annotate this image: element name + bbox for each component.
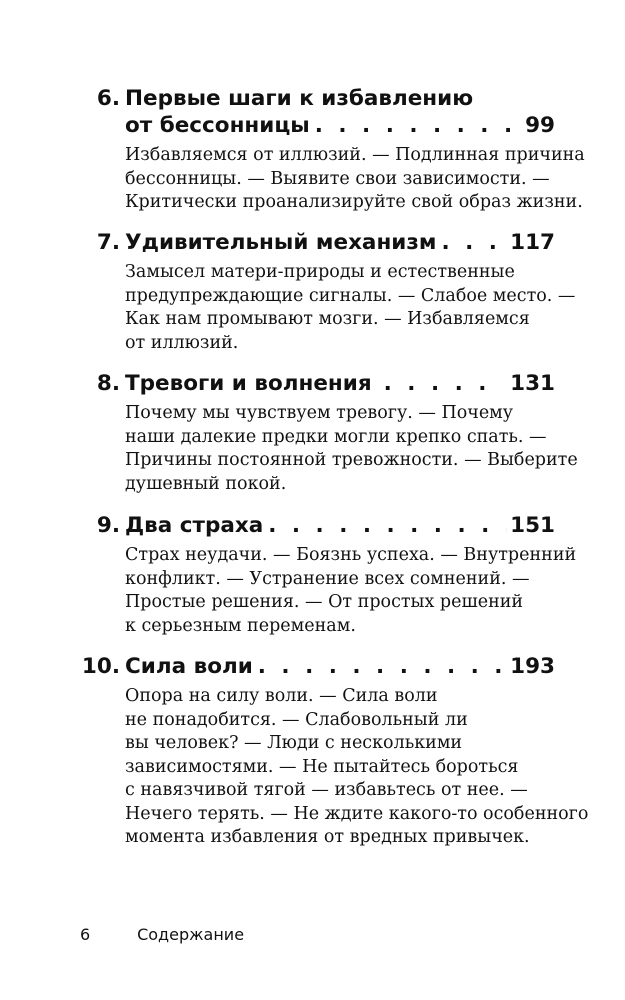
toc-entry-7 [80, 229, 576, 355]
summary-line: конфликт. — Устранение всех сомнений. — [125, 568, 530, 589]
dot-leader [268, 512, 507, 539]
summary-line: Страх неудачи. — Боязнь успеха. — Внутренний [125, 545, 577, 565]
toc-entry-9 [80, 512, 577, 638]
chapter-summary [125, 685, 589, 850]
summary-line: вы человек? — Люди с несколькими [125, 733, 463, 753]
chapter-summary [125, 144, 585, 215]
chapter-title: Два страха [125, 513, 264, 538]
page-reference: 117 [510, 230, 555, 255]
chapter-summary [125, 544, 577, 638]
toc-entry-8 [80, 370, 578, 496]
page-reference: 131 [510, 371, 555, 396]
toc-entry-heading [80, 229, 555, 256]
summary-line: Как нам промывают мозги. — Избавляемся [125, 309, 530, 329]
summary-line: Причины постоянной тревожности. — Выберите [125, 450, 578, 470]
summary-line: Критически проанализируйте свой образ жизни. [125, 192, 583, 212]
chapter-title: Удивительный механизм [125, 230, 437, 255]
chapter-title: Сила воли [125, 654, 253, 679]
page-number: 6 [80, 925, 91, 944]
chapter-number: 7. [96, 230, 120, 255]
summary-line: бессонницы. — Выявите свои зависимости. — [125, 168, 550, 189]
summary-line: не понадобится. — Слабовольный ли [125, 709, 468, 730]
summary-line: с навязчивой тягой — избавьтесь от нее. — [125, 780, 528, 800]
summary-line: предупреждающие сигналы. — Слабое место. — [125, 285, 576, 306]
toc-entry-heading [80, 512, 555, 539]
chapter-title-line-2: от бессонницы [125, 113, 310, 138]
summary-line: Избавляемся от иллюзий. — Подлинная причина [125, 145, 585, 165]
toc-entry-6 [80, 85, 585, 215]
summary-line: наши далекие предки могли крепко спать. — [125, 426, 547, 447]
summary-line: Простые решения. — От простых решений [125, 592, 524, 612]
summary-line: к серьезным переменам. [125, 615, 356, 636]
dot-leader [441, 229, 507, 256]
toc-entry-10 [80, 653, 589, 850]
toc-entry-heading [80, 370, 555, 397]
page-reference: 193 [510, 654, 555, 679]
summary-line: от иллюзий. [125, 332, 239, 353]
page-reference: 99 [525, 113, 555, 138]
page-reference: 151 [510, 513, 555, 538]
running-title: Содержание [137, 925, 245, 944]
chapter-number: 10. [81, 654, 120, 679]
chapter-summary [125, 402, 578, 496]
summary-line: душевный покой. [125, 473, 287, 494]
chapter-title: Тревоги и волнения [125, 371, 372, 396]
chapter-number: 9. [96, 513, 120, 538]
dot-leader [315, 112, 522, 139]
summary-line: зависимостями. — Не пытайтесь бороться [125, 756, 519, 777]
chapter-summary [125, 261, 576, 355]
summary-line: Почему мы чувствуем тревогу. — Почему [125, 403, 514, 423]
summary-line: Опора на силу воли. — Сила воли [125, 686, 438, 706]
summary-line: момента избавления от вредных привычек. [125, 827, 530, 847]
toc-entry-heading [80, 85, 555, 139]
summary-line: Замысел матери-природы и естественные [125, 262, 515, 282]
dot-leader [258, 653, 507, 680]
page-footer [80, 925, 244, 944]
toc-entry-heading [80, 653, 555, 680]
chapter-number: 6. [96, 86, 120, 111]
summary-line: Нечего терять. — Не ждите какого-то особенного [125, 803, 589, 824]
dot-leader [384, 370, 498, 397]
chapter-number: 8. [96, 371, 120, 396]
chapter-title-line-1: Первые шаги к избавлению [125, 86, 474, 111]
